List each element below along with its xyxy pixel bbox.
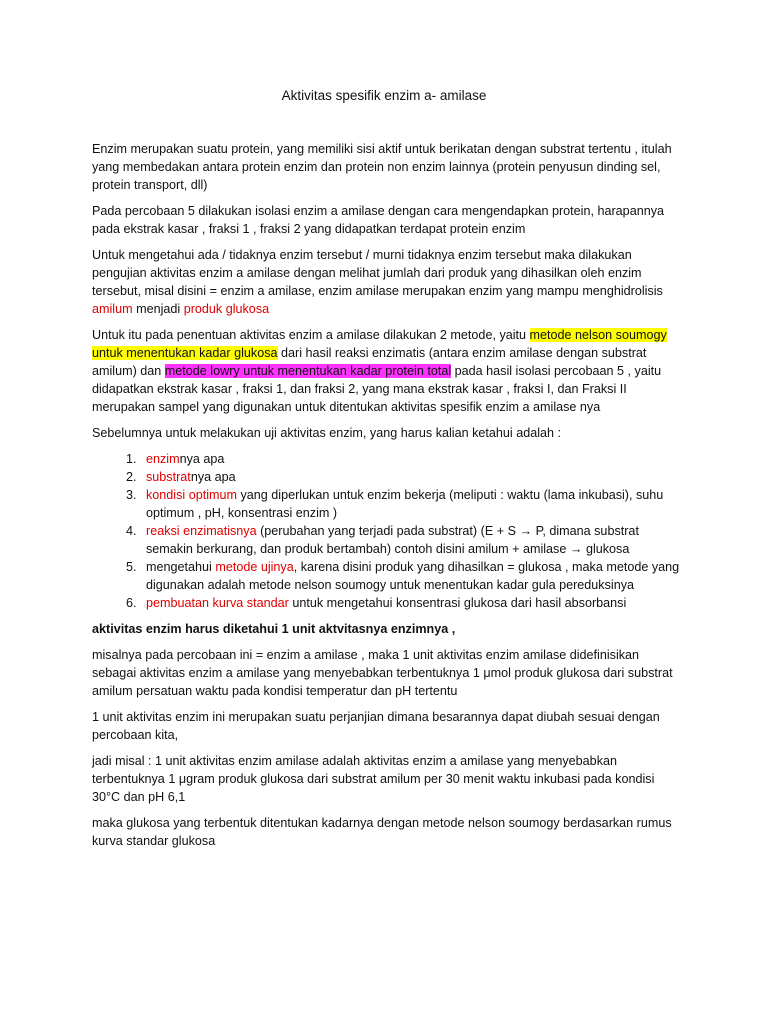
paragraph-7: misalnya pada percobaan ini = enzim a amilase , maka 1 unit aktivitas enzim amilase didefinisikan sebagai aktivitas enzim a amilase yang menyebabkan terbentuknya 1 μmol produk glukosa dari substrat amilum persatuan waktu pada kondisi temperatur dan pH tertentu [92,648,673,698]
list-item-text: yang diperlukan untuk enzim bekerja (meliputi : waktu (lama inkubasi), suhu optimum , pH, konsentrasi enzim ) [146,488,664,520]
list-item [140,594,682,612]
list-item-term: kondisi optimum [146,488,237,502]
list-item-text: nya apa [179,452,225,466]
list-item-prefix: mengetahui [146,560,216,574]
list-item-term: pembuatan kurva standar [146,596,289,610]
requirements-list [92,450,682,612]
paragraph-3-text-2: menjadi [132,302,184,316]
list-item [140,558,682,594]
list-item-term: substrat [146,470,191,484]
paragraph-4-text: Untuk itu pada penentuan aktivitas enzim a amilase dilakukan 2 metode, yaitu [92,328,530,342]
paragraph-10: maka glukosa yang terbentuk ditentukan kadarnya dengan metode nelson soumogy berdasarkan rumus kurva standar glukosa [92,816,672,848]
term-produk-glukosa: produk glukosa [183,302,270,316]
paragraph-4 [92,326,682,416]
document-title: Aktivitas spesifik enzim a- amilase [281,88,487,103]
paragraph-3 [92,246,682,318]
paragraph-9: jadi misal : 1 unit aktivitas enzim amilase adalah aktivitas enzim a amilase yang menyebabkan terbentuknya 1 μgram produk glukosa dari substrat amilum per 30 menit waktu inkubasi pada kondisi 30°C dan pH 6,1 [92,754,655,804]
list-item [140,522,682,558]
list-item-term: reaksi enzimatisnya [146,524,257,538]
document-body [92,140,682,858]
list-item-text: , karena disini produk yang dihasilkan = glukosa , maka metode yang digunakan adalah metode nelson soumogy untuk menentukan kadar gula pereduksinya [146,560,680,592]
paragraph-4-text-2: dari hasil reaksi enzimatis (antara enzim amilase dengan substrat amilum) dan [92,346,647,378]
paragraph-6: aktivitas enzim harus diketahui 1 unit aktvitasnya enzimnya , [92,622,456,636]
list-item [140,486,682,522]
paragraph-4-text-3: pada hasil isolasi percobaan 5 , yaitu didapatkan ekstrak kasar , fraksi 1, dan fraksi 2, yang mana ekstrak kasar , fraksi I, dan Fraksi II merupakan sampel yang digunakan untuk ditentukan aktivitas spesifik enzim a amilase nya [92,364,662,414]
list-item-term: enzim [146,452,180,466]
list-item-text: nya apa [190,470,236,484]
paragraph-2: Pada percobaan 5 dilakukan isolasi enzim a amilase dengan cara mengendapkan protein, harapannya pada ekstrak kasar , fraksi 1 , fraksi 2 yang didapatkan terdapat protein enzim [92,204,665,236]
highlight-nelson-soumogy: metode nelson soumogy untuk menentukan kadar glukosa [92,328,667,360]
paragraph-1: Enzim merupakan suatu protein, yang memiliki sisi aktif untuk berikatan dengan substrat tertentu , itulah yang membedakan antara protein enzim dan protein non enzim lainnya (protein penyusun dinding sel, protein transport, dll) [92,142,672,192]
paragraph-3-text: Untuk mengetahui ada / tidaknya enzim tersebut / murni tidaknya enzim tersebut maka dilakukan pengujian aktivitas enzim a amilase dengan melihat jumlah dari produk yang dihasilkan oleh enzim tersebut, misal disini = enzim a amilase, enzim amilase merupakan enzim yang mampu menghidrolisis [92,248,663,298]
term-amilum: amilum [92,302,133,316]
list-item-text: (perubahan yang terjadi pada substrat) (E + S → P, dimana substrat semakin berkurang, dan produk bertambah) contoh disini amilum + amilase → glukosa [146,524,639,556]
paragraph-8: 1 unit aktivitas enzim ini merupakan suatu perjanjian dimana besarannya dapat diubah sesuai dengan percobaan kita, [92,710,660,742]
list-item-term: metode ujinya [215,560,294,574]
list-item [140,468,682,486]
list-item [140,450,682,468]
list-item-text: untuk mengetahui konsentrasi glukosa dari hasil absorbansi [288,596,627,610]
paragraph-5: Sebelumnya untuk melakukan uji aktivitas enzim, yang harus kalian ketahui adalah : [92,426,562,440]
highlight-lowry: metode lowry untuk menentukan kadar protein total [164,364,452,378]
